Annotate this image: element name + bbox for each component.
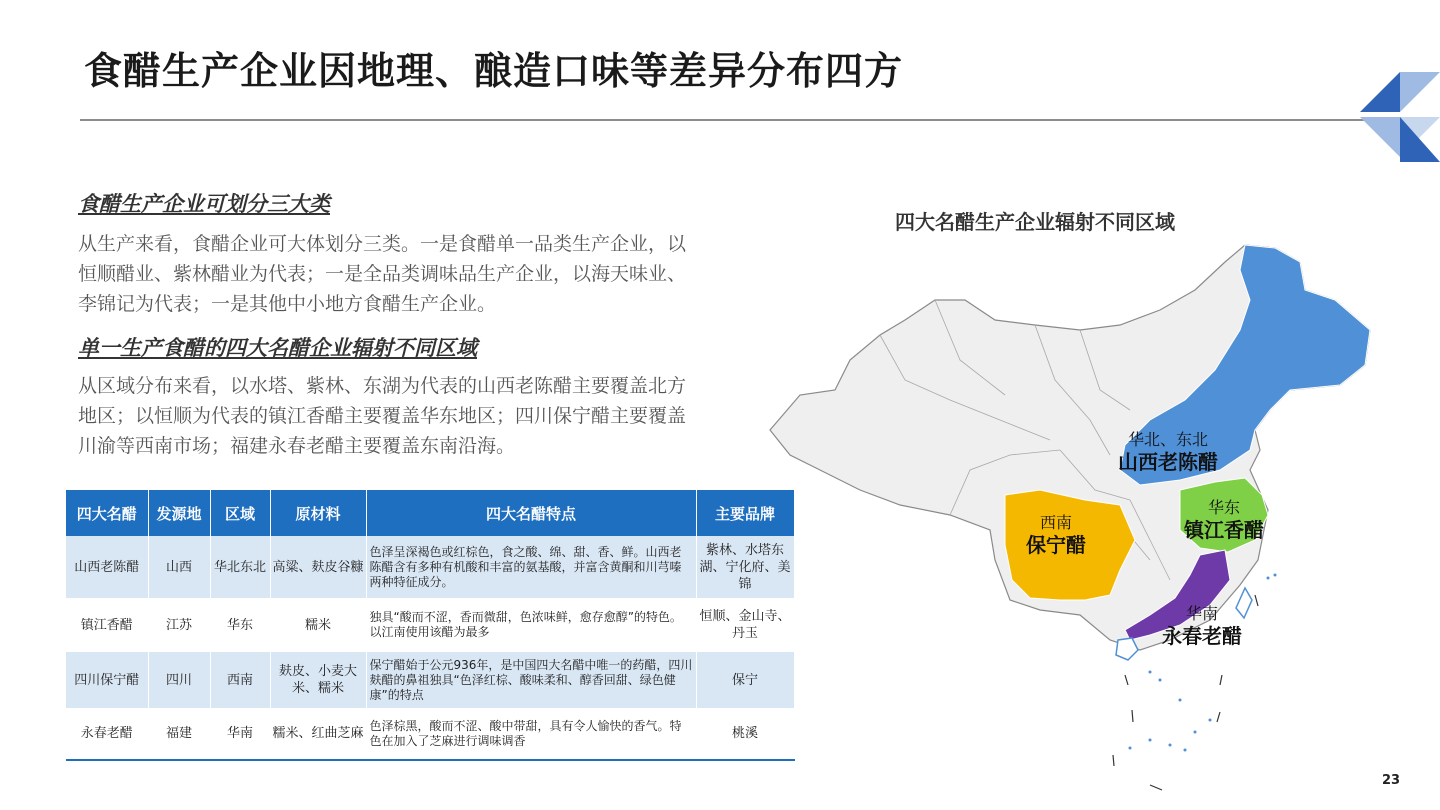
section-heading-regions: 单一生产食醋的四大名醋企业辐射不同区域 (78, 336, 477, 360)
vinegar-comparison-table (66, 490, 795, 761)
table-header-cell: 区域 (210, 490, 270, 536)
table-cell: 西南 (210, 652, 270, 708)
map-label-brand: 永春老醋 (1162, 624, 1242, 648)
table-header-cell: 主要品牌 (696, 490, 794, 536)
table-cell: 糯米 (270, 598, 366, 652)
table-cell: 恒顺、金山寺、丹玉 (696, 598, 794, 652)
table-cell: 色泽呈深褐色或红棕色，食之酸、绵、甜、香、鲜。山西老陈醋含有多种有机酸和丰富的氨基酸，并富含黄酮和川芎嗪两种特征成分。 (366, 536, 696, 598)
table-cell: 保宁醋始于公元936年，是中国四大名醋中唯一的药醋，四川麸醋的鼻祖独具“色泽红棕、酸味柔和、醇香回甜、绿色健康”的特点 (366, 652, 696, 708)
table-header-cell: 原材料 (270, 490, 366, 536)
table-cell: 紫林、水塔东湖、宁化府、美锦 (696, 536, 794, 598)
table-row (66, 652, 794, 708)
section-heading-categories: 食醋生产企业可划分三大类 (78, 192, 330, 216)
table-cell: 保宁 (696, 652, 794, 708)
logo-icon (1352, 72, 1440, 162)
page-number: 23 (1382, 773, 1401, 788)
table-cell: 华南 (210, 708, 270, 760)
table-cell: 华北东北 (210, 536, 270, 598)
title-divider (80, 119, 1380, 121)
slide-title: 食醋生产企业因地理、酿造口味等差异分布四方 (84, 49, 904, 93)
table-cell: 江苏 (148, 598, 210, 652)
table-header-cell: 四大名醋 (66, 490, 148, 536)
table-cell: 福建 (148, 708, 210, 760)
table-cell: 四川保宁醋 (66, 652, 148, 708)
map-label-south (1162, 604, 1242, 648)
table-cell: 四川 (148, 652, 210, 708)
table-cell: 糯米、红曲芝麻 (270, 708, 366, 760)
map-label-brand: 镇江香醋 (1184, 518, 1264, 542)
map-label-brand: 山西老陈醋 (1118, 450, 1218, 474)
map-label-region: 华东 (1207, 498, 1240, 517)
table-header-cell: 四大名醋特点 (366, 490, 696, 536)
map-label-brand: 保宁醋 (1026, 533, 1086, 557)
table-cell: 桃溪 (696, 708, 794, 760)
map-label-region: 华北、东北 (1127, 430, 1208, 449)
table-header-row (66, 490, 794, 536)
table-cell: 麸皮、小麦大米、糯米 (270, 652, 366, 708)
table-cell: 镇江香醋 (66, 598, 148, 652)
map-label-southwest (1026, 513, 1086, 557)
table-row (66, 598, 794, 652)
table-cell: 独具“酸而不涩，香而微甜，色浓味鲜，愈存愈醇”的特色。以江南使用该醋为最多 (366, 598, 696, 652)
table-header-cell: 发源地 (148, 490, 210, 536)
table-cell: 华东 (210, 598, 270, 652)
map-title: 四大名醋生产企业辐射不同区域 (895, 210, 1175, 234)
map-label-east (1184, 498, 1264, 542)
paragraph-regions: 从区域分布来看，以水塔、紫林、东湖为代表的山西老陈醋主要覆盖北方地区；以恒顺为代表的镇江香醋主要覆盖华东地区；四川保宁醋主要覆盖川渝等西南市场；福建永春老醋主要覆盖东南沿海。 (78, 375, 687, 457)
table-cell: 色泽棕黑，酸而不涩、酸中带甜，具有令人愉快的香气。特色在加入了芝麻进行调味调香 (366, 708, 696, 760)
table-row (66, 536, 794, 598)
table-cell: 高粱、麸皮谷糠 (270, 536, 366, 598)
map-label-region: 西南 (1039, 513, 1072, 532)
map-label-north (1118, 430, 1218, 474)
table-cell: 山西 (148, 536, 210, 598)
paragraph-categories: 从生产来看，食醋企业可大体划分三类。一是食醋单一品类生产企业，以恒顺醋业、紫林醋业为代表；一是全品类调味品生产企业，以海天味业、李锦记为代表；一是其他中小地方食醋生产企业。 (78, 233, 687, 315)
map-label-region: 华南 (1185, 604, 1218, 623)
table-row (66, 708, 794, 760)
table-cell: 山西老陈醋 (66, 536, 148, 598)
table-cell: 永春老醋 (66, 708, 148, 760)
